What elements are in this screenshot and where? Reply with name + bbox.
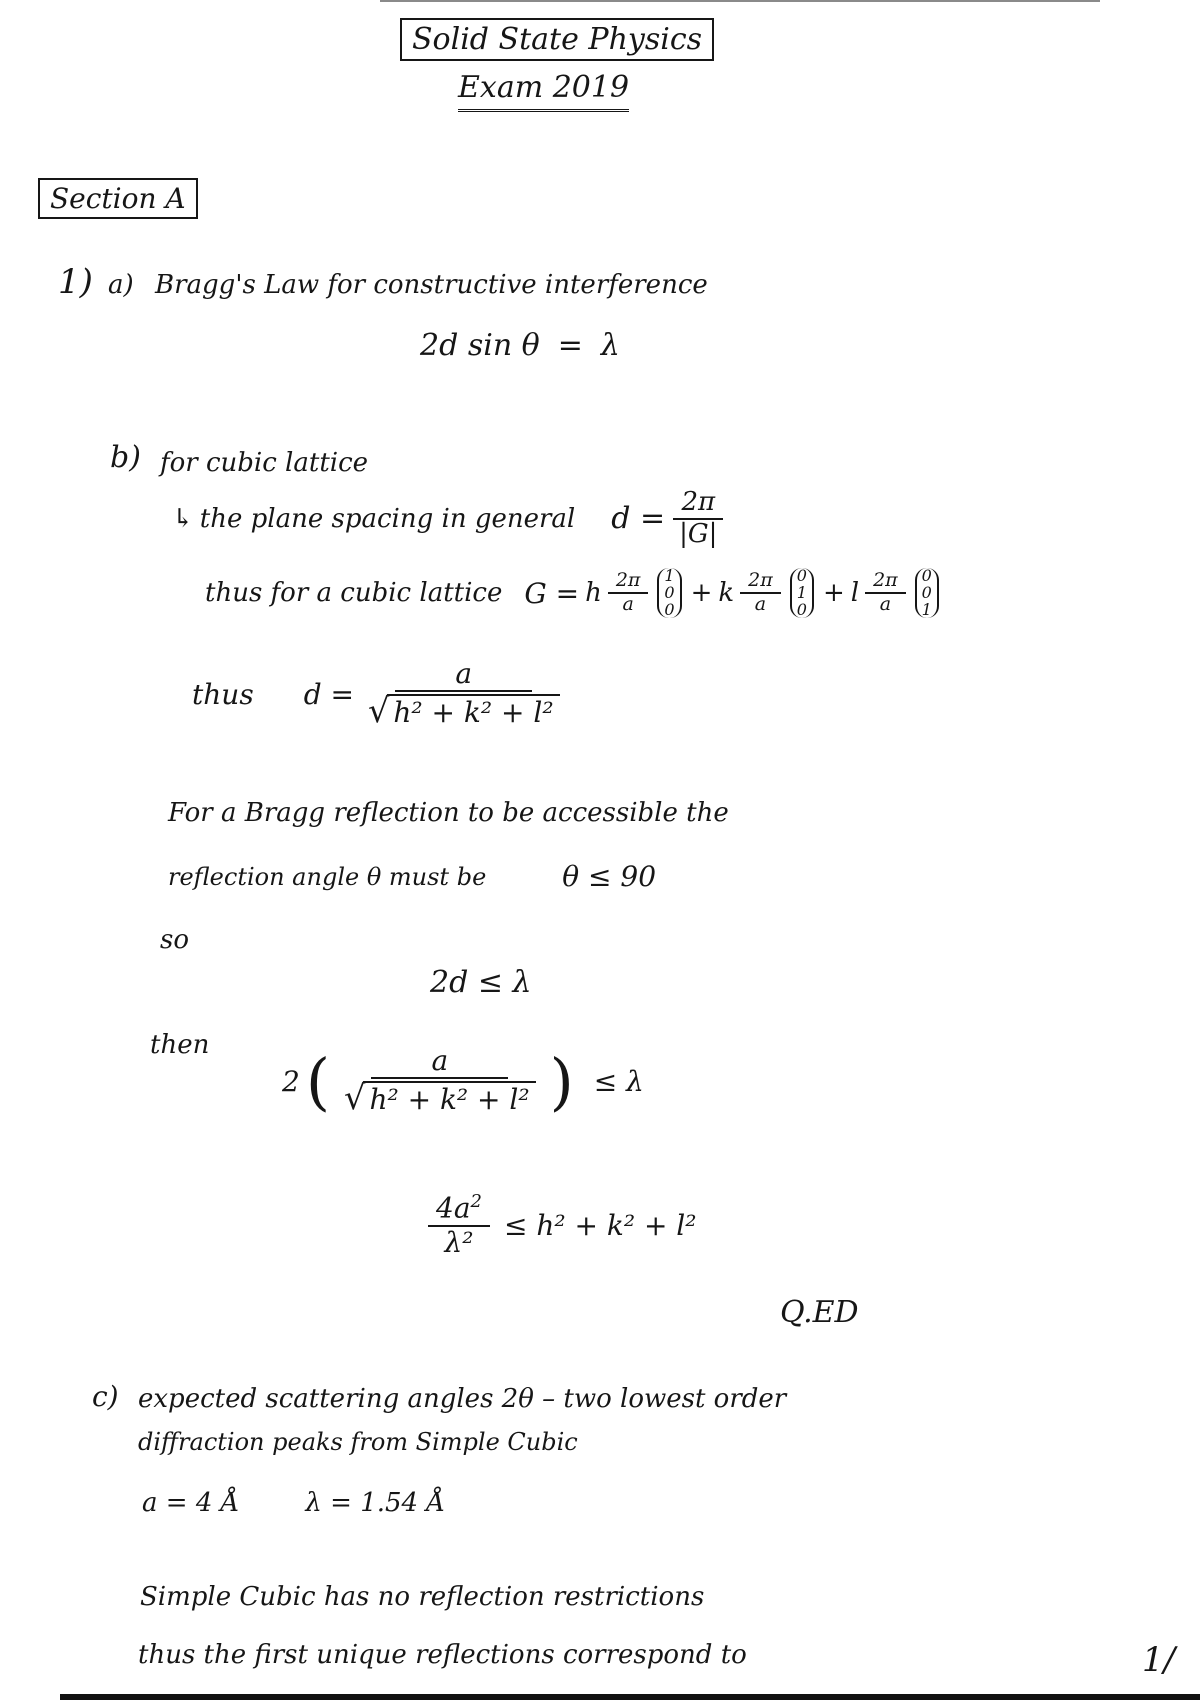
final-rhs: ≤ h² + k² + l² xyxy=(503,1208,697,1242)
part-a-label: a) xyxy=(108,270,134,300)
unit-vector-z: 0 0 1 xyxy=(915,568,939,618)
lattice-constant: a = 4 Å xyxy=(142,1488,240,1518)
bragg-equals: = xyxy=(557,328,583,363)
unit-vector-x: 1 0 0 xyxy=(657,568,681,618)
d-denominator: |G| xyxy=(679,518,718,549)
sub-fraction: $\frac{a}{\text{√ h² + k² + l²}}$ xyxy=(336,1045,544,1118)
section-heading: Section A xyxy=(38,178,198,219)
bragg-condition-line2: reflection angle θ must be θ ≤ 90 xyxy=(168,860,657,893)
wavelength: λ = 1.54 Å xyxy=(305,1488,446,1518)
h-coef: h xyxy=(585,578,602,609)
bragg-rhs: λ xyxy=(600,328,620,363)
d-eq-label: d = xyxy=(303,677,354,711)
two-pi-over-a-2: $\frac{2\pi}{a}$ xyxy=(740,570,781,616)
plane-spacing-line xyxy=(172,488,725,550)
part-c-line1: expected scattering angles 2θ – two lowest order xyxy=(138,1384,787,1414)
d-fraction xyxy=(671,488,725,550)
bragg-condition-line1: For a Bragg reflection to be accessible the xyxy=(168,798,729,828)
bragg-law xyxy=(420,328,620,363)
qed-mark: Q.ED xyxy=(780,1295,859,1330)
two-pi-over-a-1: $\frac{2\pi}{a}$ xyxy=(608,570,649,616)
plane-spacing-text: the plane spacing in general xyxy=(199,503,576,534)
final-inequality xyxy=(428,1192,696,1259)
l-coef: l xyxy=(850,578,860,609)
plus-2: + xyxy=(822,578,845,609)
d-cubic-numerator: a xyxy=(395,658,532,692)
simple-cubic-line2: thus the first unique reflections correspond to xyxy=(138,1640,747,1670)
part-c-line2: diffraction peaks from Simple Cubic xyxy=(138,1428,578,1456)
part-b-text: for cubic lattice xyxy=(160,448,369,478)
so-label: so xyxy=(160,925,189,955)
inequality-2d: 2d ≤ λ xyxy=(430,965,532,1000)
d-cubic-fraction xyxy=(360,658,568,731)
arrow-icon: ↳ xyxy=(172,503,194,534)
part-a-text: Bragg's Law for constructive interference xyxy=(155,270,708,300)
exam-title: Exam 2019 xyxy=(458,70,629,112)
page-number: 1/ xyxy=(1142,1640,1176,1680)
question-number: 1) xyxy=(58,262,93,302)
scan-top-edge xyxy=(380,0,1100,2)
cubic-text: thus for a cubic lattice xyxy=(205,578,503,609)
G-label: G = xyxy=(524,576,580,610)
d-cubic-line xyxy=(192,658,568,731)
thus-label: thus xyxy=(192,677,254,711)
four-a-sq-over-lambda-sq: $\frac{4a^2}{\text{λ²}}$ xyxy=(428,1192,490,1259)
part-b-label: b) xyxy=(110,440,141,475)
bragg-lhs: 2d sin θ xyxy=(420,328,540,363)
plus-1: + xyxy=(690,578,713,609)
k-coef: k xyxy=(718,578,735,609)
d-numerator: 2π xyxy=(673,488,723,520)
course-title: Solid State Physics xyxy=(400,18,714,61)
two-factor: 2 xyxy=(282,1065,300,1098)
d-label: d = xyxy=(611,501,666,537)
scan-bottom-edge xyxy=(60,1694,1200,1700)
given-values xyxy=(142,1488,445,1518)
reciprocal-vector-line xyxy=(205,568,942,618)
unit-vector-y: 0 1 0 xyxy=(790,568,814,618)
le-lambda: ≤ λ xyxy=(593,1065,644,1098)
then-label: then xyxy=(150,1030,210,1060)
two-pi-over-a-3: $\frac{2\pi}{a}$ xyxy=(865,570,906,616)
simple-cubic-line1: Simple Cubic has no reflection restrictions xyxy=(140,1582,705,1612)
d-cubic-denominator: √ h² + k² + l² xyxy=(360,692,568,731)
part-c-label: c) xyxy=(92,1380,119,1413)
inequality-substituted: 2 ( $\frac{a}{\text{√ h² + k² + l²}}$ ) ≤ λ xyxy=(282,1044,644,1118)
